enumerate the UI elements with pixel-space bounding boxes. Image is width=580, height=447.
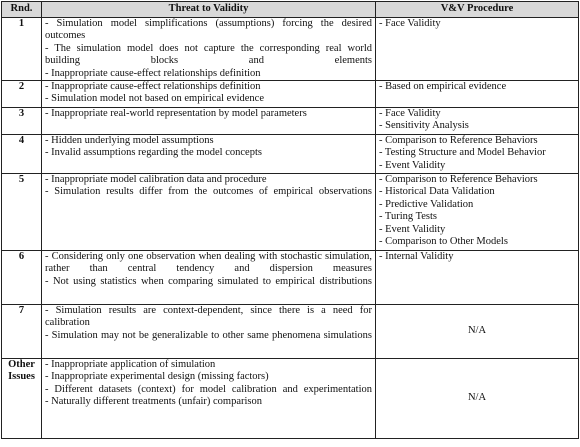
round-cell: 3	[2, 108, 42, 135]
procedure-item: - Face Validity	[379, 18, 441, 29]
header-round: Rnd.	[2, 2, 42, 18]
procedure-item: - Testing Structure and Model Behavior	[379, 147, 546, 159]
threat-cell	[42, 251, 376, 305]
procedure-item: - Face Validity	[379, 108, 441, 120]
round-cell: 5	[2, 174, 42, 251]
table-row	[2, 251, 579, 305]
threat-item: - Inappropriate cause-effect relationships definition	[45, 81, 261, 93]
procedure-cell	[376, 174, 579, 251]
procedure-item: - Historical Data Validation	[379, 186, 495, 198]
threat-item: - The simulation model does not capture the corresponding real world building blocks and elements	[45, 42, 372, 67]
procedure-item: - Comparison to Reference Behaviors	[379, 174, 538, 186]
threat-cell	[42, 81, 376, 108]
procedure-cell	[376, 359, 579, 439]
table-row	[2, 174, 579, 251]
threat-item: - Simulation results are context-dependent, since there is a need for calibration	[45, 305, 372, 329]
threat-cell	[42, 18, 376, 81]
threat-item: - Naturally different treatments (unfair) comparison	[45, 396, 263, 408]
threat-cell	[42, 359, 376, 439]
threat-cell	[42, 108, 376, 135]
procedure-cell	[376, 251, 579, 305]
procedure-item: - Event Validity	[379, 223, 446, 235]
header-row	[2, 2, 579, 18]
threat-item: - Inappropriate experimental design (missing factors)	[45, 371, 269, 383]
threat-item: - Invalid assumptions regarding the model concepts	[45, 147, 262, 159]
procedure-item: - Event Validity	[379, 159, 446, 171]
procedure-item: - Turing Tests	[379, 211, 438, 223]
threat-item: - Hidden underlying model assumptions	[45, 135, 214, 147]
procedure-cell	[376, 18, 579, 81]
procedure-item: N/A	[467, 325, 487, 337]
threat-cell	[42, 135, 376, 174]
round-cell: 7	[2, 305, 42, 359]
threat-item: - Inappropriate real-world representation by model parameters	[45, 108, 307, 120]
round-cell: 1	[2, 18, 42, 81]
header-procedure: V&V Procedure	[376, 2, 579, 18]
table-row	[2, 305, 579, 359]
table-row	[2, 108, 579, 135]
procedure-cell	[376, 135, 579, 174]
table-row	[2, 135, 579, 174]
validity-table	[1, 1, 579, 439]
threat-item: - Simulation model simplifications (assumptions) forcing the desired outcomes	[45, 18, 372, 42]
threat-item: - Inappropriate model calibration data and procedure	[45, 174, 267, 186]
table-row	[2, 18, 579, 81]
round-cell: 4	[2, 135, 42, 174]
threat-item: - Considering only one observation when dealing with stochastic simulation, rather than central tendency and dispersion measures	[45, 251, 372, 275]
threat-item: - Not using statistics when comparing simulated to empirical distributions	[45, 275, 372, 287]
threat-item: - Simulation results differ from the outcomes of empirical observations	[45, 186, 372, 198]
procedure-cell	[376, 81, 579, 108]
threat-item: - Simulation may not be generalizable to other same phenomena simulations	[45, 329, 372, 341]
procedure-item: - Predictive Validation	[379, 198, 474, 210]
table-row	[2, 81, 579, 108]
procedure-item: - Comparison to Reference Behaviors	[379, 135, 538, 147]
procedure-item: - Internal Validity	[379, 251, 454, 263]
threat-cell	[42, 174, 376, 251]
procedure-item: N/A	[467, 392, 487, 404]
round-cell: Other Issues	[2, 359, 42, 439]
threat-item: - Inappropriate cause-effect relationships definition	[45, 67, 261, 79]
procedure-item: - Based on empirical evidence	[379, 81, 507, 93]
procedure-item: - Comparison to Other Models	[379, 236, 508, 248]
header-threat: Threat to Validity	[42, 2, 376, 18]
threat-cell	[42, 305, 376, 359]
table-row	[2, 359, 579, 439]
procedure-cell	[376, 108, 579, 135]
threat-item: - Simulation model not based on empirical evidence	[45, 93, 264, 105]
round-cell: 2	[2, 81, 42, 108]
threat-item: - Inappropriate application of simulation	[45, 359, 216, 371]
threat-item: - Different datasets (context) for model calibration and experimentation	[45, 383, 372, 395]
round-cell: 6	[2, 251, 42, 305]
procedure-cell	[376, 305, 579, 359]
procedure-item: - Sensitivity Analysis	[379, 120, 469, 132]
